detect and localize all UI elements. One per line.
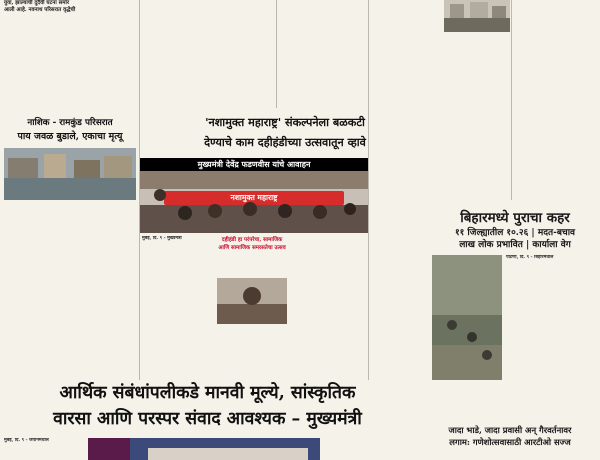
nashik-headline — [4, 116, 136, 146]
bihar-headline: बिहारमध्ये पुराचा कहर — [460, 210, 570, 226]
main-banner: मुख्यमंत्री देवेंद्र फडणवीस यांचे आवाहन — [140, 158, 368, 171]
column-text — [514, 0, 598, 200]
top-snippet — [4, 0, 136, 82]
column-text — [371, 106, 431, 380]
column-text — [279, 0, 366, 106]
bihar-subhead — [432, 228, 598, 252]
rto-headline-line: जादा भाडे, जादा प्रवासी अन् गैरवर्तनावर — [448, 425, 572, 435]
nashik-body-text — [4, 203, 136, 378]
column-rule — [368, 0, 369, 380]
conference-photo — [88, 438, 320, 460]
main-dateline: मुंबई, दि. ९ - मुख्यमंत्री — [142, 236, 182, 241]
main-story-col1 — [142, 236, 214, 377]
main-body-text — [217, 326, 287, 376]
nashik-headline-line: पाय जवळ बुडाले, एकाचा मृत्यू — [17, 131, 123, 142]
main-pullquote: दहीहंडी हा परंपरेचा, सामाजिक आणि सामाजिक समरसतेचा उत्सव — [218, 237, 286, 251]
column-rule — [511, 0, 512, 200]
main-body-text — [292, 236, 368, 376]
bottom-headline — [0, 380, 415, 436]
flood-photo — [432, 255, 502, 380]
bihar-dateline: पाटणा, दि. ९ - बिहारमधील — [506, 255, 554, 260]
river-photo — [4, 148, 136, 200]
snippet-line: आली आहे. नवनाथ परिसरात वृद्धेची — [4, 7, 76, 13]
rto-headline-line: लगाम: गणेशोत्सवासाठी आरटीओ सज्ज — [449, 437, 571, 447]
main-headline-line: देण्याचे काम दहीहंडीच्या उत्सवातून व्हावे — [204, 135, 366, 149]
column-text — [142, 0, 274, 106]
main-headline-line: 'नशामुक्त महाराष्ट्र' संकल्पनेला बळकटी — [205, 115, 365, 129]
bihar-body-text — [506, 262, 598, 374]
photo-banner-text: नशामुक्त महाराष्ट्र — [230, 193, 278, 202]
bihar-body — [506, 255, 598, 380]
bottom-dateline: मुंबई, दि. ९ - जपानमधील — [4, 438, 49, 443]
main-body-text — [142, 243, 214, 377]
street-photo — [444, 0, 510, 32]
bottom-body-text — [324, 438, 418, 458]
bottom-story-col1 — [4, 438, 84, 458]
snippet-line: युवा, झाल्याची दुर्दैवी घटना समोर — [4, 0, 70, 6]
inset-photo — [217, 278, 287, 324]
bihar-subhead-line: ११ जिल्ह्यातील १०.२६ | मदत-बचाव — [454, 228, 576, 238]
bihar-subhead-line: लाख लोक प्रभावित | कार्याला वेग — [459, 239, 571, 250]
bottom-headline-line: आर्थिक संबंधांपलीकडे मानवी मूल्ये, सांस्कृतिक — [59, 383, 356, 403]
event-photo — [140, 171, 368, 233]
column-rule — [276, 0, 277, 108]
snippet-body-text — [4, 16, 136, 76]
nashik-headline-line: नाशिक - रामकुंड परिसरात — [27, 118, 113, 128]
bottom-headline-line: वारसा आणि परस्पर संवाद आवश्यक – मुख्यमंत्री — [53, 409, 362, 429]
rto-headline — [422, 424, 598, 460]
bottom-body-text — [4, 445, 84, 457]
